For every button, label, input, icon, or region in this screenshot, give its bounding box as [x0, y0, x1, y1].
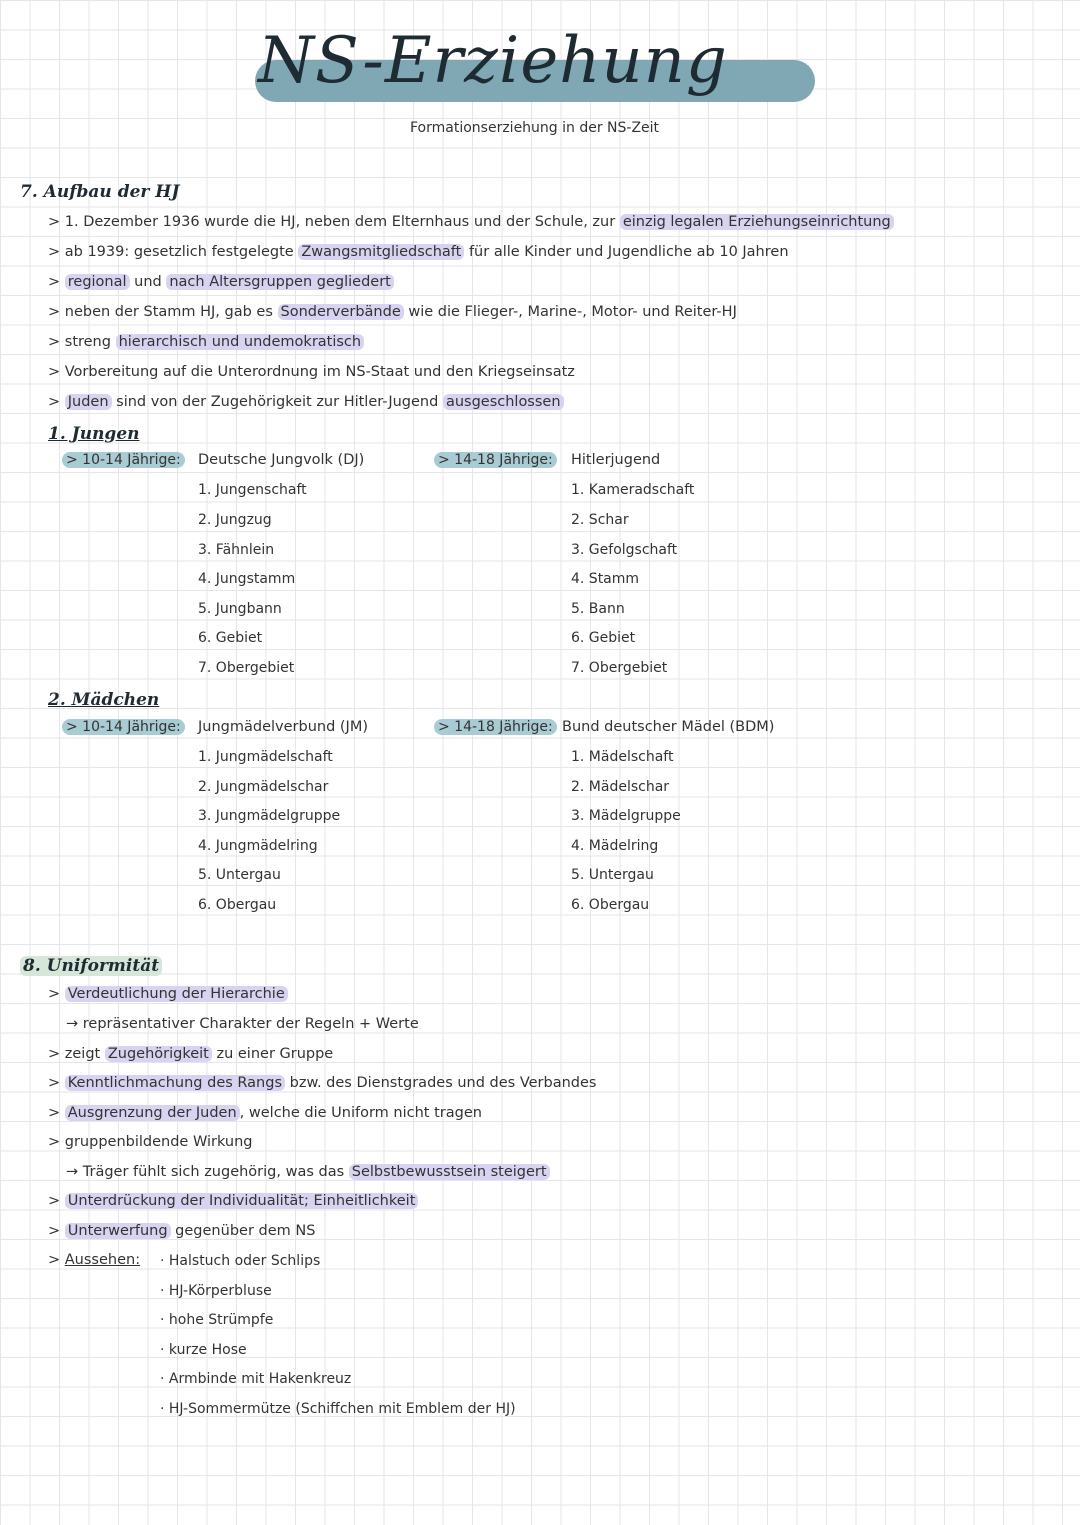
s7-bullet-1	[48, 214, 894, 230]
age-badge: > 10-14 Jährige:	[62, 452, 185, 468]
maedchen-right-item: 5. Untergau	[571, 867, 654, 883]
s7-b4-highlight: Sonderverbände	[278, 304, 404, 320]
maedchen-left-item: 4. Jungmädelring	[198, 838, 318, 854]
age-badge: > 14-18 Jährige:	[434, 719, 557, 735]
jungen-left-item: 3. Fähnlein	[198, 542, 275, 558]
maedchen-left-item: 2. Jungmädelschar	[198, 779, 329, 795]
s7-b4-text: > neben der Stamm HJ, gab es	[48, 304, 278, 320]
s8-b5sub-text: → Träger fühlt sich zugehörig, was das	[66, 1164, 349, 1180]
s8-bullet-3	[48, 1075, 596, 1091]
s7-b1-text: > 1. Dezember 1936 wurde die HJ, neben dem Elternhaus und der Schule, zur	[48, 214, 620, 230]
aussehen-item: · kurze Hose	[160, 1342, 247, 1358]
s8-b2-text: > zeigt	[48, 1046, 105, 1062]
maedchen-right-age	[434, 719, 557, 735]
s8-b6-text: >	[48, 1193, 65, 1209]
jungen-right-item: 7. Obergebiet	[571, 660, 668, 676]
age-badge: > 14-18 Jährige:	[434, 452, 557, 468]
aussehen-label: Aussehen:	[64, 1252, 141, 1268]
s8-bullet-5: > gruppenbildende Wirkung	[48, 1134, 253, 1150]
s7-b5-text: > streng	[48, 334, 116, 350]
aussehen-item: · Armbinde mit Hakenkreuz	[160, 1371, 352, 1387]
s7-b3-text-mid: und	[129, 274, 167, 290]
jungen-left-org: Deutsche Jungvolk (DJ)	[198, 452, 365, 468]
s7-b2-text-post: für alle Kinder und Jugendliche ab 10 Jahren	[464, 244, 789, 260]
s7-b2-highlight: Zwangsmitgliedschaft	[298, 244, 464, 260]
s8-b7-highlight: Unterwerfung	[65, 1223, 171, 1239]
s8-b4-text-post: , welche die Uniform nicht tragen	[239, 1105, 482, 1121]
s8-bullet-5-sub	[66, 1164, 550, 1180]
s7-b5-highlight: hierarchisch und undemokratisch	[116, 334, 365, 350]
maedchen-right-item: 4. Mädelring	[571, 838, 659, 854]
s7-bullet-2	[48, 244, 789, 260]
s7-bullet-6: > Vorbereitung auf die Unterordnung im NS-Staat und den Kriegseinsatz	[48, 364, 575, 380]
section-8-heading-text: 8. Uniformität	[20, 956, 162, 976]
jungen-left-item: 1. Jungenschaft	[198, 482, 307, 498]
jungen-left-item: 7. Obergebiet	[198, 660, 295, 676]
s8-b2-text-post: zu einer Gruppe	[211, 1046, 334, 1062]
s8-b3-text-post: bzw. des Dienstgrades und des Verbandes	[285, 1075, 597, 1091]
s8-b4-highlight: Ausgrenzung der Juden	[65, 1105, 240, 1121]
section-7-heading: 7. Aufbau der HJ	[20, 182, 180, 202]
s7-b1-highlight: einzig legalen Erziehungseinrichtung	[620, 214, 894, 230]
jungen-right-item: 2. Schar	[571, 512, 629, 528]
page-subtitle: Formationserziehung in der NS-Zeit	[410, 120, 660, 136]
jungen-heading: 1. Jungen	[48, 424, 140, 444]
age-badge: > 10-14 Jährige:	[62, 719, 185, 735]
s7-bullet-7	[48, 394, 564, 410]
maedchen-left-item: 6. Obergau	[198, 897, 277, 913]
s8-bullet-6	[48, 1193, 418, 1209]
jungen-right-age	[434, 452, 557, 468]
s7-b7-text-mid: sind von der Zugehörigkeit zur Hitler-Jugend	[111, 394, 443, 410]
jungen-right-item: 1. Kameradschaft	[571, 482, 695, 498]
s8-b7-text-post: gegenüber dem NS	[170, 1223, 316, 1239]
s8-b7-text: >	[48, 1223, 65, 1239]
s7-b3-highlight-1: regional	[65, 274, 130, 290]
maedchen-left-item: 1. Jungmädelschaft	[198, 749, 333, 765]
jungen-left-item: 4. Jungstamm	[198, 571, 296, 587]
s7-b2-text: > ab 1939: gesetzlich festgelegte	[48, 244, 299, 260]
maedchen-right-org: Bund deutscher Mädel (BDM)	[562, 719, 775, 735]
s8-b1-highlight: Verdeutlichung der Hierarchie	[65, 986, 288, 1002]
s8-bullet-7	[48, 1223, 315, 1239]
s7-b7-highlight-2: ausgeschlossen	[443, 394, 564, 410]
section-8-heading	[20, 956, 162, 976]
s8-bullet-1	[48, 986, 288, 1002]
s7-b7-highlight-1: Juden	[65, 394, 112, 410]
s8-b3-text: >	[48, 1075, 65, 1091]
s8-bullet-1-sub: → repräsentativer Charakter der Regeln + Werte	[66, 1016, 419, 1032]
aussehen-prefix: >	[48, 1252, 61, 1268]
aussehen-row	[48, 1252, 140, 1268]
jungen-left-item: 5. Jungbann	[198, 601, 282, 617]
jungen-right-item: 4. Stamm	[571, 571, 640, 587]
s7-b3-highlight-2: nach Altersgruppen gegliedert	[166, 274, 393, 290]
s8-bullet-2	[48, 1046, 333, 1062]
maedchen-left-item: 5. Untergau	[198, 867, 281, 883]
jungen-right-org: Hitlerjugend	[571, 452, 661, 468]
s7-bullet-5	[48, 334, 364, 350]
s8-bullet-4	[48, 1105, 482, 1121]
jungen-right-item: 6. Gebiet	[571, 630, 636, 646]
aussehen-item: · Halstuch oder Schlips	[160, 1253, 321, 1269]
s8-b2-highlight: Zugehörigkeit	[105, 1046, 212, 1062]
jungen-left-item: 2. Jungzug	[198, 512, 272, 528]
maedchen-right-item: 2. Mädelschar	[571, 779, 670, 795]
maedchen-heading: 2. Mädchen	[48, 690, 160, 710]
jungen-right-item: 5. Bann	[571, 601, 625, 617]
aussehen-item: · HJ-Sommermütze (Schiffchen mit Emblem der HJ)	[160, 1401, 516, 1417]
maedchen-left-age	[62, 719, 185, 735]
jungen-left-item: 6. Gebiet	[198, 630, 263, 646]
s8-b6-highlight: Unterdrückung der Individualität; Einheitlichkeit	[65, 1193, 419, 1209]
s7-b3-text: >	[48, 274, 65, 290]
s7-b7-text: >	[48, 394, 65, 410]
jungen-left-age	[62, 452, 185, 468]
maedchen-left-org: Jungmädelverbund (JM)	[198, 719, 368, 735]
maedchen-right-item: 1. Mädelschaft	[571, 749, 674, 765]
maedchen-left-item: 3. Jungmädelgruppe	[198, 808, 341, 824]
maedchen-right-item: 6. Obergau	[571, 897, 650, 913]
s8-b3-highlight: Kenntlichmachung des Rangs	[65, 1075, 285, 1091]
s8-b5sub-highlight: Selbstbewusstsein steigert	[349, 1164, 550, 1180]
aussehen-item: · HJ-Körperbluse	[160, 1283, 272, 1299]
jungen-right-item: 3. Gefolgschaft	[571, 542, 678, 558]
maedchen-right-item: 3. Mädelgruppe	[571, 808, 681, 824]
page-title: NS-Erziehung	[258, 24, 728, 98]
s7-b4-text-post: wie die Flieger-, Marine-, Motor- und Reiter-HJ	[403, 304, 737, 320]
s8-b1-text: >	[48, 986, 65, 1002]
aussehen-item: · hohe Strümpfe	[160, 1312, 274, 1328]
s7-bullet-3	[48, 274, 394, 290]
s7-bullet-4	[48, 304, 737, 320]
s8-b4-text: >	[48, 1105, 65, 1121]
